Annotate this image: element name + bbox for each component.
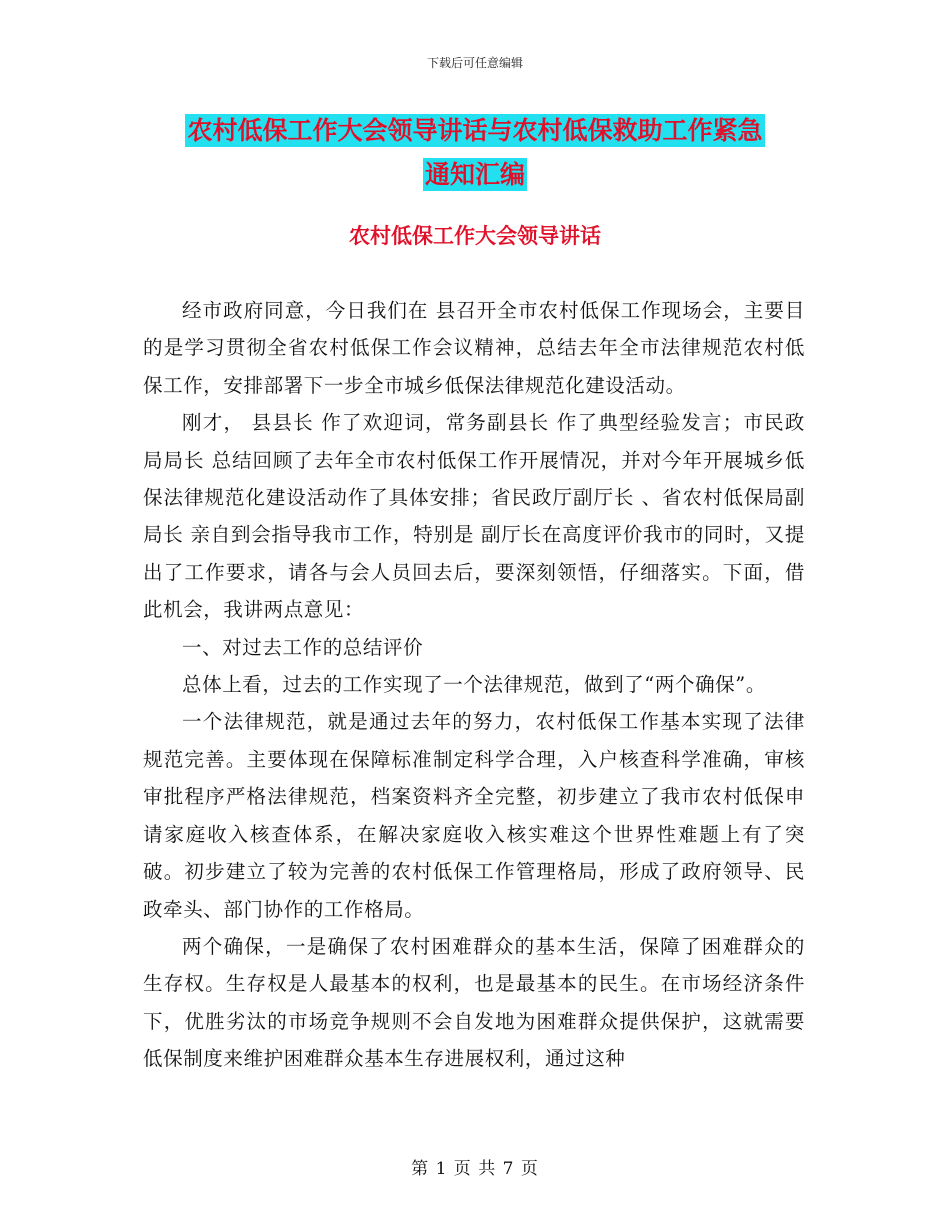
paragraph: 总体上看，过去的工作实现了一个法律规范，做到了“两个确保”。 [182,673,766,697]
document-title-line-1 [0,108,950,154]
section-heading: 一、对过去工作的总结评价 [182,635,424,659]
section-title: 农村低保工作大会领导讲话 [349,224,601,248]
paragraph: 刚才， 县县长 作了欢迎词，常务副县长 作了典型经验发言；市民政局局长 总结回顾了去年全市农村低保工作开展情况，并对今年开展城乡低保法律规范化建设活动作了具体安排；省民政厅副厅长 、省农村低保局副局长 亲自到会指导我市工作，特别是 副厅长在高度评价我市的同时，又提出了工作要求，请各与会人员回去后，要深刻领悟，仔细落实。下面，借此机会，我讲两点意见： [143,411,805,622]
header-note: 下载后可任意编辑 [426,56,523,70]
document-title-text-2: 通知汇编 [424,160,525,189]
paragraph: 一个法律规范，就是通过去年的努力，农村低保工作基本实现了法律规范完善。主要体现在保障标准制定科学合理，入户核查科学准确，审核审批程序严格法律规范，档案资料齐全完整，初步建立了我市农村低保申请家庭收入核查体系，在解决家庭收入核实难这个世界性难题上有了突破。初步建立了较为完善的农村低保工作管理格局，形成了政府领导、民政牵头、部门协作的工作格局。 [143,710,805,921]
document-title-line-2 [0,152,950,198]
document-title-text-1: 农村低保工作大会领导讲话与农村低保救助工作紧急 [187,116,763,145]
page-footer: 第 1 页 共 7 页 [411,1159,539,1179]
paragraph: 经市政府同意，今日我们在 县召开全市农村低保工作现场会，主要目的是学习贯彻全省农村低保工作会议精神，总结去年全市法律规范农村低保工作，安排部署下一步全市城乡低保法律规范化建设活动。 [143,299,805,397]
body-text [143,292,805,1078]
paragraph: 两个确保，一是确保了农村困难群众的基本生活，保障了困难群众的生存权。生存权是人最基本的权利，也是最基本的民生。在市场经济条件下，优胜劣汰的市场竞争规则不会自发地为困难群众提供保护，这就需要低保制度来维护困难群众基本生存进展权利，通过这种 [143,934,805,1071]
